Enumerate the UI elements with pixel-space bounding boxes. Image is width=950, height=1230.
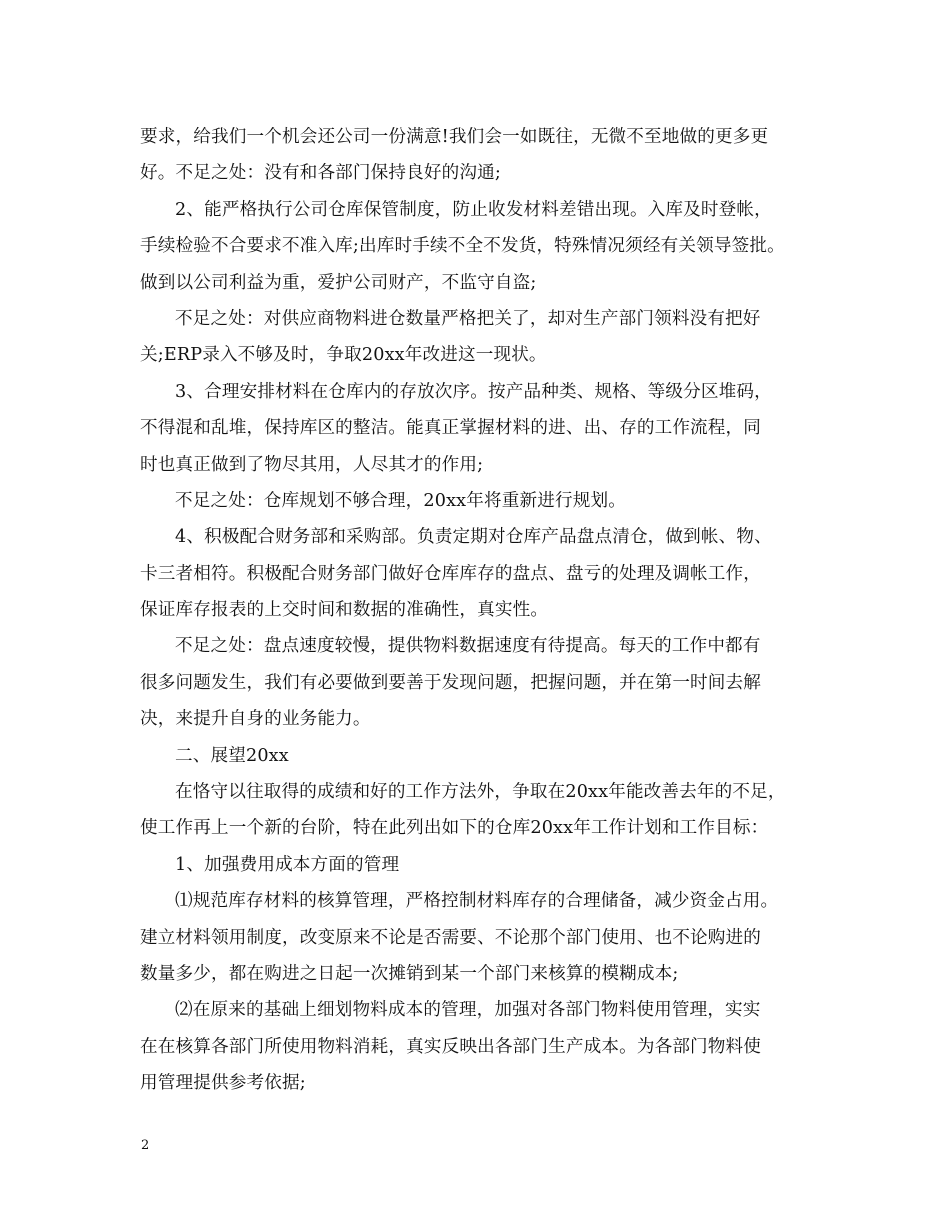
text-line: 建立材料领用制度，改变原来不论是否需要、不论那个部门使用、也不论购进的	[140, 927, 762, 948]
page-number: 2	[141, 1138, 150, 1153]
text-line: ⑴规范库存材料的核算管理，严格控制材料库存的合理储备，减少资金占用。	[175, 891, 779, 912]
text-line: 决，来提升自身的业务能力。	[140, 709, 371, 730]
text-line: 卡三者相符。积极配合财务部门做好仓库库存的盘点、盘亏的处理及调帐工作，	[140, 563, 762, 584]
text-line: 做到以公司利益为重，爱护公司财产，不监守自盗;	[140, 272, 537, 293]
text-line: 很多问题发生，我们有必要做到要善于发现问题，把握问题，并在第一时间去解	[140, 672, 762, 693]
text-line: 2、能严格执行公司仓库保管制度，防止收发材料差错出现。入库及时登帐，	[175, 199, 772, 220]
text-line: 要求，给我们一个机会还公司一份满意!我们会一如既往，无微不至地做的更多更	[140, 127, 769, 147]
text-line: ⑵在原来的基础上细划物料成本的管理，加强对各部门物料使用管理，实实	[175, 1000, 761, 1021]
text-line: 好。不足之处：没有和各部门保持良好的沟通;	[140, 163, 501, 184]
text-line: 不足之处：仓库规划不够合理，20xx年将重新进行规划。	[175, 490, 626, 511]
text-line: 保证库存报表的上交时间和数据的准确性，真实性。	[140, 600, 549, 621]
text-line: 使工作再上一个新的台阶，特在此列出如下的仓库20xx年工作计划和工作目标：	[140, 818, 769, 839]
text-line: 二、展望20xx	[175, 745, 289, 766]
text-line: 在在核算各部门所使用物料消耗，真实反映出各部门生产成本。为各部门物料使	[140, 1036, 762, 1057]
text-line: 3、合理安排材料在仓库内的存放次序。按产品种类、规格、等级分区堆码，	[175, 381, 772, 402]
text-line: 1、加强费用成本方面的管理	[175, 854, 400, 875]
text-line: 数量多少，都在购进之日起一次摊销到某一个部门来核算的模糊成本;	[140, 963, 679, 984]
text-line: 不足之处：盘点速度较慢，提供物料数据速度有待提高。每天的工作中都有	[175, 636, 761, 657]
text-line: 关;ERP录入不够及时，争取20xx年改进这一现状。	[140, 345, 547, 366]
text-line: 在恪守以往取得的成绩和好的工作方法外，争取在20xx年能改善去年的不足，	[175, 782, 786, 803]
text-line: 手续检验不合要求不准入库;出库时手续不全不发货，特殊情况须经有关领导签批。	[140, 236, 785, 257]
text-line: 4、积极配合财务部和采购部。负责定期对仓库产品盘点清仓，做到帐、物、	[175, 527, 772, 548]
text-line: 不足之处：对供应商物料进仓数量严格把关了，却对生产部门领料没有把好	[175, 308, 761, 329]
text-line: 时也真正做到了物尽其用，人尽其才的作用;	[140, 454, 484, 475]
text-line: 用管理提供参考依据;	[140, 1073, 306, 1094]
document-body	[140, 119, 820, 1102]
text-line: 不得混和乱堆，保持库区的整洁。能真正掌握材料的进、出、存的工作流程，同	[140, 418, 762, 439]
